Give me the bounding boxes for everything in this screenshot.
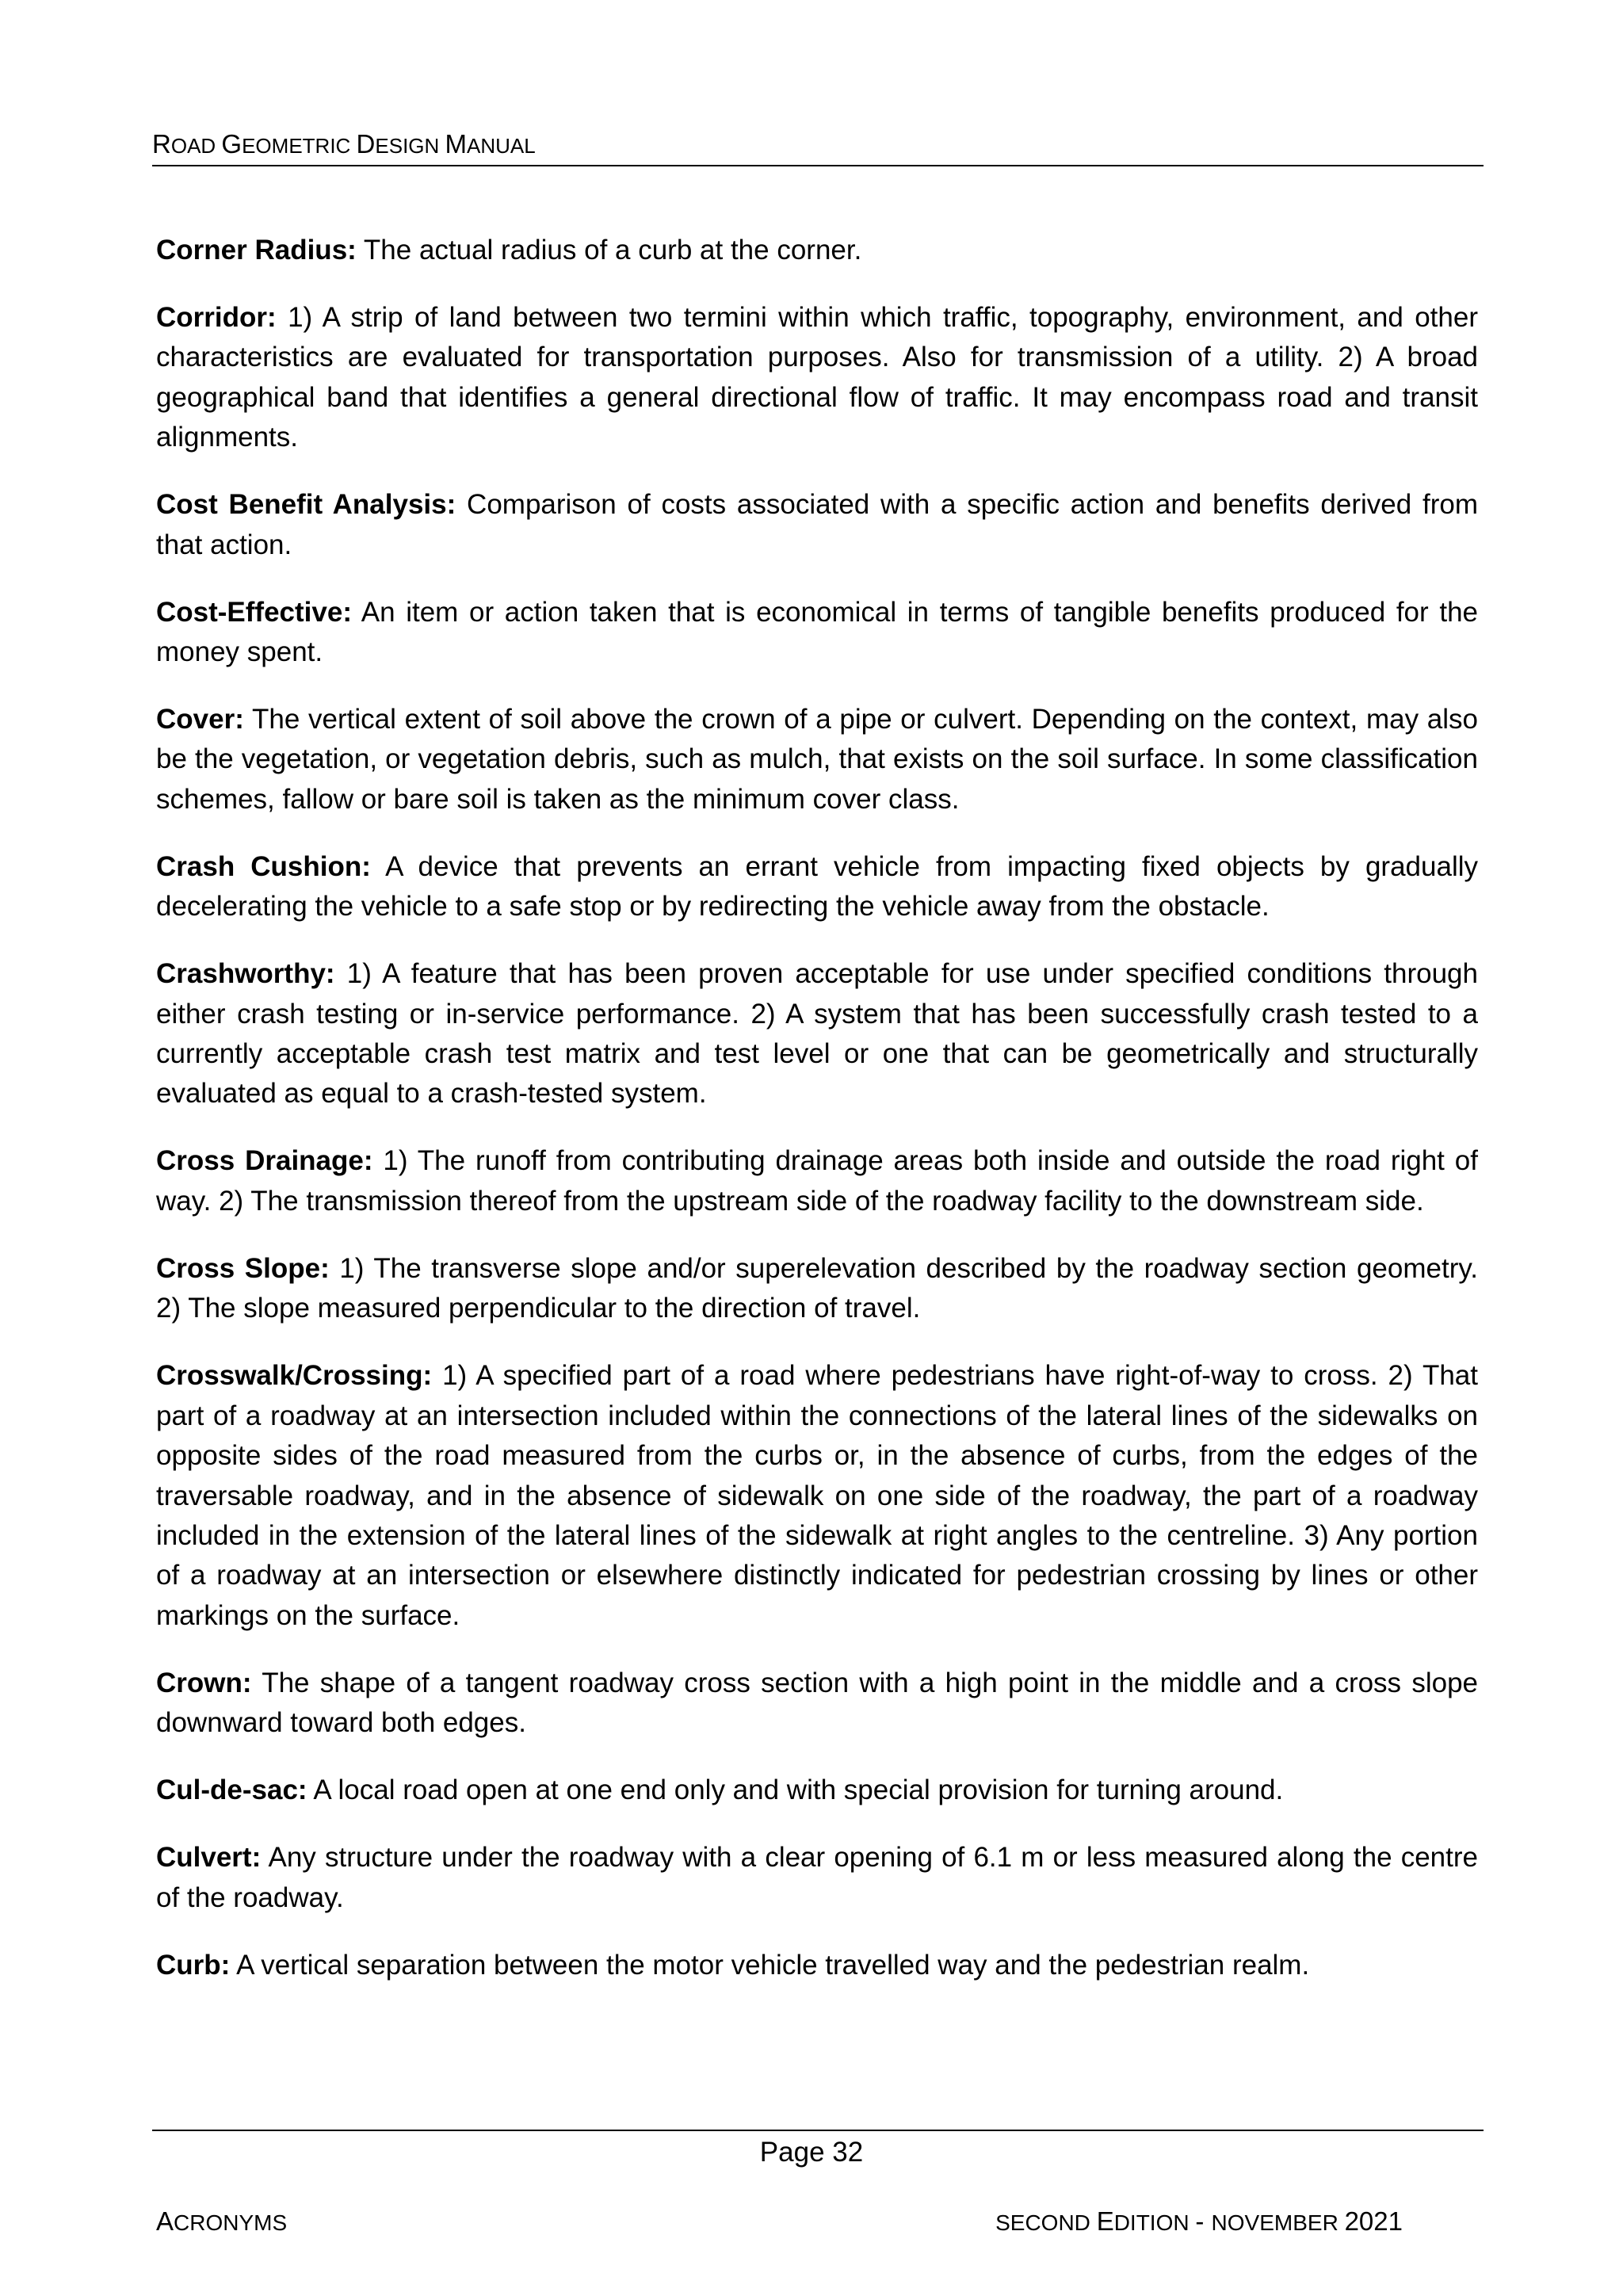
- glossary-term: Crash Cushion:: [156, 850, 371, 882]
- glossary-list: [156, 231, 1478, 2013]
- footer-section-rest: CRONYMS: [174, 2210, 288, 2235]
- glossary-entry-crown: [156, 1664, 1478, 1744]
- footer-edition-rest: DITION: [1113, 2210, 1196, 2235]
- glossary-entry-cover: [156, 700, 1478, 819]
- glossary-definition: An item or action taken that is economical in terms of tangible benefits produced for the money spent.: [156, 596, 1478, 668]
- glossary-definition: 1) A feature that has been proven acceptable for use under specified conditions through either crash testing or in-service performance. 2) A system that has been successfully crash tested to a currently acceptable crash test matrix and test level or one that can be geometrically and structurally evaluated as equal to a crash-tested system.: [156, 958, 1478, 1110]
- glossary-term: Cost-Effective:: [156, 596, 352, 628]
- glossary-term: Corner Radius:: [156, 235, 357, 266]
- glossary-definition: 1) A strip of land between two termini within which traffic, topography, environment, and other characteristics are evaluated for transportation purposes. Also for transmission of a utility. 2) A broad geographical band that identifies a general directional flow of traffic. It may encompass road and transit alignments.: [156, 302, 1478, 453]
- glossary-term: Crown:: [156, 1667, 252, 1698]
- glossary-definition: The shape of a tangent roadway cross section with a high point in the middle and a cross slope downward toward both edges.: [156, 1667, 1479, 1739]
- glossary-entry-cost-effective: [156, 593, 1478, 673]
- glossary-term: Corridor:: [156, 302, 277, 333]
- header-title-rest: ESIGN: [375, 134, 445, 158]
- glossary-entry-crosswalk-crossing: [156, 1356, 1478, 1636]
- footer-edition-cap: E: [1096, 2206, 1114, 2236]
- footer-section-cap: A: [156, 2206, 174, 2236]
- glossary-term: Cross Slope:: [156, 1252, 330, 1284]
- glossary-term: Crosswalk/Crossing:: [156, 1360, 433, 1392]
- header-title-cap: D: [356, 129, 376, 159]
- glossary-definition: The vertical extent of soil above the crown of a pipe or culvert. Depending on the context, may also be the vegetation, or vegetation debris, such as mulch, that exists on the soil surface. In some classification schemes, fallow or bare soil is taken as the minimum cover class.: [156, 704, 1479, 815]
- footer-edition-rest: SECOND: [995, 2210, 1097, 2235]
- glossary-term: Cross Drainage:: [156, 1145, 373, 1177]
- header-title-cap: R: [152, 129, 171, 159]
- footer-edition-rest: NOVEMBER: [1211, 2210, 1345, 2235]
- glossary-definition: 1) The transverse slope and/or superelevation described by the roadway section geometry. 2) The slope measured perpendicular to the direction of travel.: [156, 1252, 1478, 1324]
- glossary-term: Curb:: [156, 1949, 231, 1981]
- glossary-definition: Any structure under the roadway with a clear opening of 6.1 m or less measured along the centre of the roadway.: [156, 1842, 1478, 1913]
- page-number: Page 32: [759, 2137, 864, 2168]
- glossary-entry-corner-radius: [156, 231, 1478, 270]
- glossary-entry-cost-benefit-analysis: [156, 485, 1478, 565]
- glossary-entry-cross-drainage: [156, 1141, 1478, 1221]
- glossary-term: Culvert:: [156, 1842, 262, 1874]
- glossary-definition: Comparison of costs associated with a specific action and benefits derived from that action.: [156, 489, 1478, 560]
- glossary-entry-crashworthy: [156, 954, 1478, 1114]
- footer-edition-year: 2021: [1344, 2206, 1403, 2236]
- glossary-definition: A vertical separation between the motor vehicle travelled way and the pedestrian realm.: [236, 1949, 1310, 1981]
- glossary-entry-cross-slope: [156, 1249, 1478, 1329]
- glossary-definition: 1) The runoff from contributing drainage areas both inside and outside the road right of way. 2) The transmission thereof from the upstream side of the roadway facility to the downstream side.: [156, 1145, 1478, 1217]
- glossary-term: Cover:: [156, 704, 244, 735]
- glossary-entry-cul-de-sac: [156, 1771, 1478, 1810]
- glossary-term: Crashworthy:: [156, 958, 335, 990]
- header-title-cap: G: [221, 129, 242, 159]
- glossary-term: Cost Benefit Analysis:: [156, 489, 456, 521]
- glossary-entry-curb: [156, 1946, 1478, 1985]
- glossary-term: Cul-de-sac:: [156, 1775, 307, 1806]
- footer-edition-cap: -: [1195, 2206, 1212, 2236]
- header-title-rest: EOMETRIC: [242, 134, 357, 158]
- header-title-cap: M: [445, 129, 468, 159]
- glossary-definition: A local road open at one end only and with special provision for turning around.: [313, 1775, 1284, 1806]
- glossary-definition: 1) A specified part of a road where pedestrians have right-of-way to cross. 2) That part of a roadway at an intersection included within the connections of the lateral lines of the sidewalks on opposite sides of the road measured from the curbs or, in the absence of curbs, from the edges of the traversable roadway, and in the absence of sidewalk on one side of the roadway, the part of a roadway included in the extension of the lateral lines of the sidewalk at right angles to the centreline. 3) Any portion of a roadway at an intersection or elsewhere distinctly indicated for pedestrian crossing by lines or other markings on the surface.: [156, 1360, 1478, 1631]
- header-title-rest: ANUAL: [467, 134, 536, 158]
- glossary-entry-culvert: [156, 1838, 1478, 1918]
- footer-section-title: [156, 2204, 287, 2241]
- glossary-entry-crash-cushion: [156, 847, 1478, 927]
- running-header: [152, 127, 1484, 166]
- glossary-definition: A device that prevents an errant vehicle from impacting fixed objects by gradually decelerating the vehicle to a safe stop or by redirecting the vehicle away from the obstacle.: [156, 850, 1478, 923]
- footer-divider: [152, 2130, 1484, 2131]
- glossary-definition: The actual radius of a curb at the corner.: [363, 235, 862, 266]
- header-title-rest: OAD: [170, 134, 222, 158]
- header-title: [152, 130, 536, 159]
- footer-edition: [995, 2204, 1403, 2241]
- glossary-entry-corridor: [156, 298, 1478, 458]
